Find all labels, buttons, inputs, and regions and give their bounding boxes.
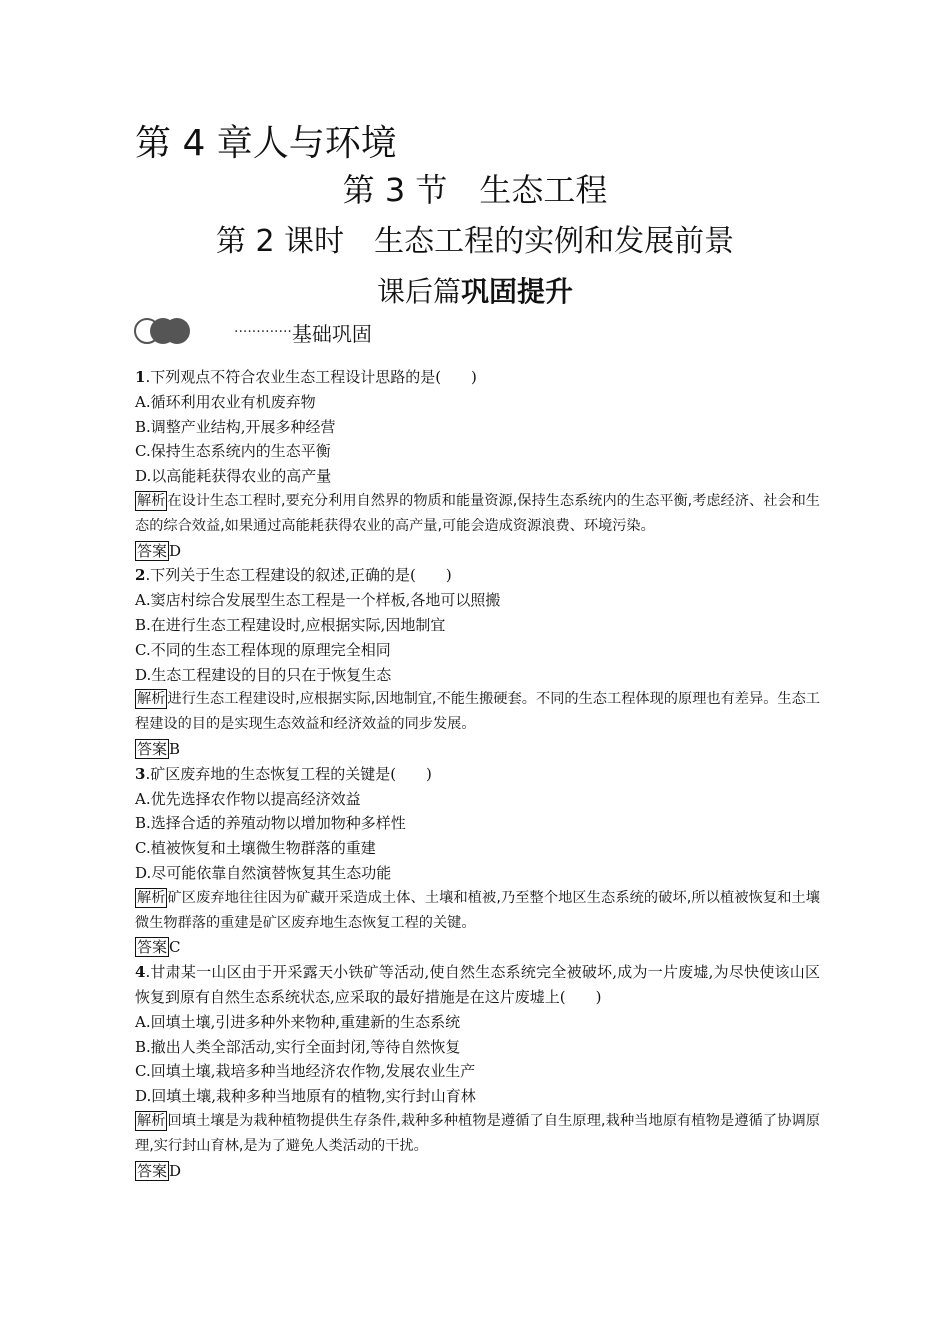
option-c: C.不同的生态工程体现的原理完全相同 xyxy=(135,640,391,659)
question-list xyxy=(135,365,820,1183)
question-block xyxy=(135,762,820,960)
lesson-title: 第 2 课时 生态工程的实例和发展前景 xyxy=(215,224,735,259)
section-title: 第 3 节 生态工程 xyxy=(342,171,608,209)
question-number: 2 xyxy=(135,566,146,585)
answer xyxy=(135,935,820,960)
question-number: 1 xyxy=(135,368,146,386)
option-a: A.回填土壤,引进多种外来物种,重建新的生态系统 xyxy=(135,1012,461,1031)
circle-filled-icon xyxy=(164,318,190,344)
chapter-title: 第 4 章人与环境 xyxy=(135,123,397,164)
answer-tag: 答案 xyxy=(137,938,168,957)
question-stem xyxy=(135,960,820,1010)
option-c: C.保持生态系统内的生态平衡 xyxy=(135,442,331,461)
option-b: B.选择合适的养殖动物以增加物种多样性 xyxy=(135,814,406,833)
section-banner xyxy=(134,315,372,349)
dotted-leader: ············· xyxy=(234,324,292,340)
answer xyxy=(135,539,820,564)
question-stem xyxy=(135,762,820,787)
question-text: .下列关于生态工程建设的叙述,正确的是( ) xyxy=(145,566,452,585)
question-stem xyxy=(135,365,820,390)
option-a: A.窦店村综合发展型生态工程是一个样板,各地可以照搬 xyxy=(135,591,501,610)
explanation-text: 在设计生态工程时,要充分利用自然界的物质和能量资源,保持生态系统内的生态平衡,考虑经济、社会和生态的综合效益,如果通过高能耗获得农业的高产量,可能会造成资源浪费、环境污染。 xyxy=(135,492,820,534)
answer-value: D xyxy=(169,1161,182,1180)
question-block xyxy=(135,365,820,563)
explanation-text: 矿区废弃地往往因为矿藏开采造成土体、土壤和植被,乃至整个地区生态系统的破坏,所以植被恢复和土壤微生物群落的重建是矿区废弃地生态恢复工程的关键。 xyxy=(135,889,820,931)
option-a: A.循环利用农业有机废弃物 xyxy=(135,392,316,411)
after-class-title-bold: 巩固提升 xyxy=(461,275,574,308)
explanation xyxy=(135,886,820,936)
option-b: B.调整产业结构,开展多种经营 xyxy=(135,417,336,436)
question-block xyxy=(135,563,820,761)
answer-tag: 答案 xyxy=(137,739,168,758)
option-b: B.撤出人类全部活动,实行全面封闭,等待自然恢复 xyxy=(135,1037,461,1056)
answer-tag: 答案 xyxy=(137,1161,168,1180)
question-text: .甘肃某一山区由于开采露天小铁矿等活动,使自然生态系统完全被破坏,成为一片废墟,为尽快使该山区恢复到原有自然生态系统状态,应采取的最好措施是在这片废墟上( ) xyxy=(135,963,820,1006)
after-class-title-normal: 课后篇 xyxy=(376,275,461,308)
explanation xyxy=(135,1109,820,1159)
option-c: C.回填土壤,栽培多种当地经济农作物,发展农业生产 xyxy=(135,1062,476,1081)
question-block xyxy=(135,960,820,1183)
option-d: D.以高能耗获得农业的高产量 xyxy=(135,467,332,486)
question-stem xyxy=(135,563,820,588)
answer-value: B xyxy=(169,739,181,758)
option-d: D.尽可能依靠自然演替恢复其生态功能 xyxy=(135,863,392,882)
option-a: A.优先选择农作物以提高经济效益 xyxy=(135,789,361,808)
explanation xyxy=(135,489,820,539)
explanation-text: 回填土壤是为栽种植物提供生存条件,栽种多种植物是遵循了自生原理,栽种当地原有植物是遵循了协调原理,实行封山育林,是为了避免人类活动的干扰。 xyxy=(135,1112,820,1154)
section-label: 基础巩固 xyxy=(291,321,372,346)
answer xyxy=(135,1159,820,1184)
option-c: C.植被恢复和土壤微生物群落的重建 xyxy=(135,839,376,858)
answer-value: D xyxy=(169,541,182,560)
explanation xyxy=(135,687,820,737)
option-b: B.在进行生态工程建设时,应根据实际,因地制宜 xyxy=(135,615,446,634)
explain-tag: 解析 xyxy=(137,1112,166,1129)
explain-tag: 解析 xyxy=(137,889,166,906)
question-text: .矿区废弃地的生态恢复工程的关键是( ) xyxy=(145,764,432,783)
after-class-title xyxy=(0,272,950,312)
question-text: .下列观点不符合农业生态工程设计思路的是( ) xyxy=(145,368,477,386)
question-number: 4 xyxy=(135,963,146,982)
explanation-text: 进行生态工程建设时,应根据实际,因地制宜,不能生搬硬套。不同的生态工程体现的原理也有差异。生态工程建设的目的是实现生态效益和经济效益的同步发展。 xyxy=(135,691,820,733)
option-d: D.回填土壤,栽种多种当地原有的植物,实行封山育林 xyxy=(135,1087,476,1106)
answer xyxy=(135,737,820,762)
circles-decoration-icon xyxy=(134,318,186,346)
answer-tag: 答案 xyxy=(137,541,168,560)
question-number: 3 xyxy=(135,764,146,783)
option-d: D.生态工程建设的目的只在于恢复生态 xyxy=(135,665,392,684)
explain-tag: 解析 xyxy=(137,492,166,509)
answer-value: C xyxy=(169,938,181,957)
explain-tag: 解析 xyxy=(137,691,166,708)
